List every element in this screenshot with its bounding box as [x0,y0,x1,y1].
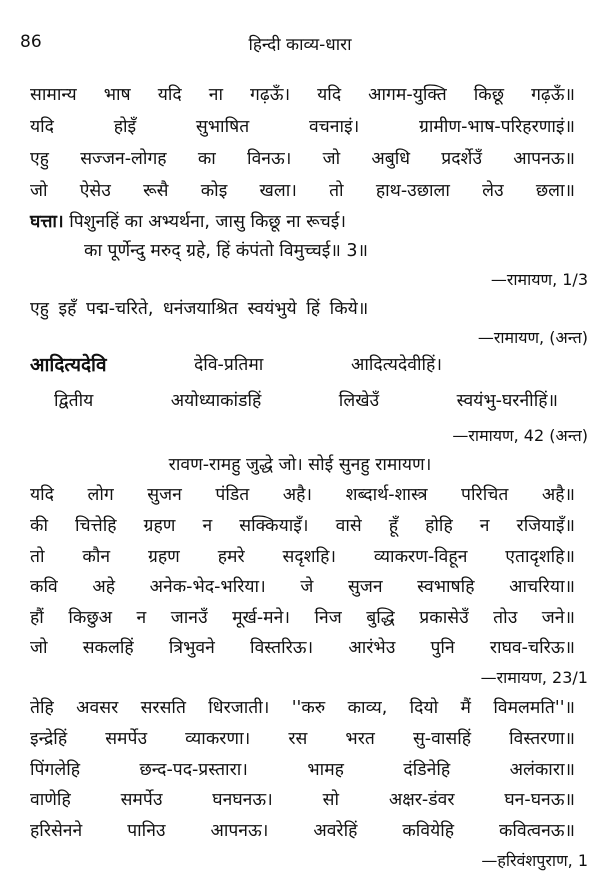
ghatta-text: पिशुनहिं का अभ्यर्थना, जासु किछू ना रूचई। [69,212,347,232]
verse-line: कवि अहे अनेक-भेद-भरिया। जे सुजन स्वभाषहि आचरिया॥ [30,577,575,597]
verse-line: का पूर्णेन्दु मरुद् ग्रहे, हिं कंपंतो विमुच्चई॥ 3॥ [84,241,368,261]
page-number: 86 [20,32,42,52]
source-citation: —रामायण, 1/3 [490,270,588,289]
verse-line: पिंगलेहि छन्द-पद-प्रस्तारा। भामह दंडिनेहि अलंकारा॥ [30,760,575,780]
source-citation: —रामायण, 42 (अन्त) [452,426,588,445]
source-citation: —हरिवंशपुराण, 1 [481,851,588,870]
verse-word: देवि-प्रतिमा [194,355,264,375]
page-header [0,30,600,58]
verse-line: द्वितीय अयोध्याकांडहिं लिखेउँ स्वयंभु-घरनीहिं॥ [54,391,558,411]
verse-line: इन्द्रेहिं समर्पेउ व्याकरणा। रस भरत सु-वासहिं विस्तरणा॥ [30,729,575,749]
verse-line: तेहि अवसर सरसति धिरजाती। ''करु काव्य, दियो मैं विमलमति''॥ [30,698,575,718]
verse-word: आदित्यदेवि [30,354,107,376]
verse-line: जो सकलहिं त्रिभुवने विस्तरिऊ। आरंभेउ पुनि राघव-चरिऊ॥ [30,638,575,658]
source-citation: —रामायण, (अन्त) [477,328,588,347]
verse-line: हौं किछुअ न जानउँ मूर्ख-मने। निज बुद्धि प्रकासेउँ तोउ जने॥ [30,608,575,628]
verse-line-centered: रावण-रामहु जुद्धे जो। सोई सुनहु रामायण। [168,455,432,475]
ghatta-label: घत्ता। [30,212,64,232]
verse-line: जो ऐसेउ रूसै कोइ खला। तो हाथ-उछाला लेउ छला॥ [30,181,575,201]
verse-line: सामान्य भाष यदि ना गढ़ऊँ। यदि आगम-युक्ति किछू गढ़ऊँ॥ [30,85,575,105]
verse-line: हरिसेनने पानिउ आपनऊ। अवरेहिं कवियेहि कवित्वनऊ॥ [30,821,575,841]
verse-line-spaced [30,352,575,382]
ghatta-line [30,209,470,235]
verse-word: आदित्यदेवीहिं। [351,355,442,375]
verse-line: यदि होइँ सुभाषित वचनाइं। ग्रामीण-भाष-परिहरणाइं॥ [30,117,575,137]
verse-line: एहु सज्जन-लोगह का विनऊ। जो अबुधि प्रदर्शेउँ आपनऊ॥ [30,149,575,169]
verse-line: वाणेहि समर्पेउ घनघनऊ। सो अक्षर-डंवर घन-घनऊ॥ [30,790,575,810]
verse-line: तो कौन ग्रहण हमरे सदृशहि। व्याकरण-विहून एतादृशहि॥ [30,547,575,567]
source-citation: —रामायण, 23/1 [480,668,588,687]
verse-line: यदि लोग सुजन पंडित अहै। शब्दार्थ-शास्त्र परिचित अहै॥ [30,485,575,505]
running-title: हिन्दी काव्य-धारा [248,35,352,55]
verse-line: एहु इहँ पद्म-चरिते, धनंजयाश्रित स्वयंभुये हिं किये॥ [30,299,369,319]
verse-line: की चित्तेहि ग्रहण न सक्कियाइँ। वासे हूँ होहि न रजियाइँ॥ [30,516,575,536]
